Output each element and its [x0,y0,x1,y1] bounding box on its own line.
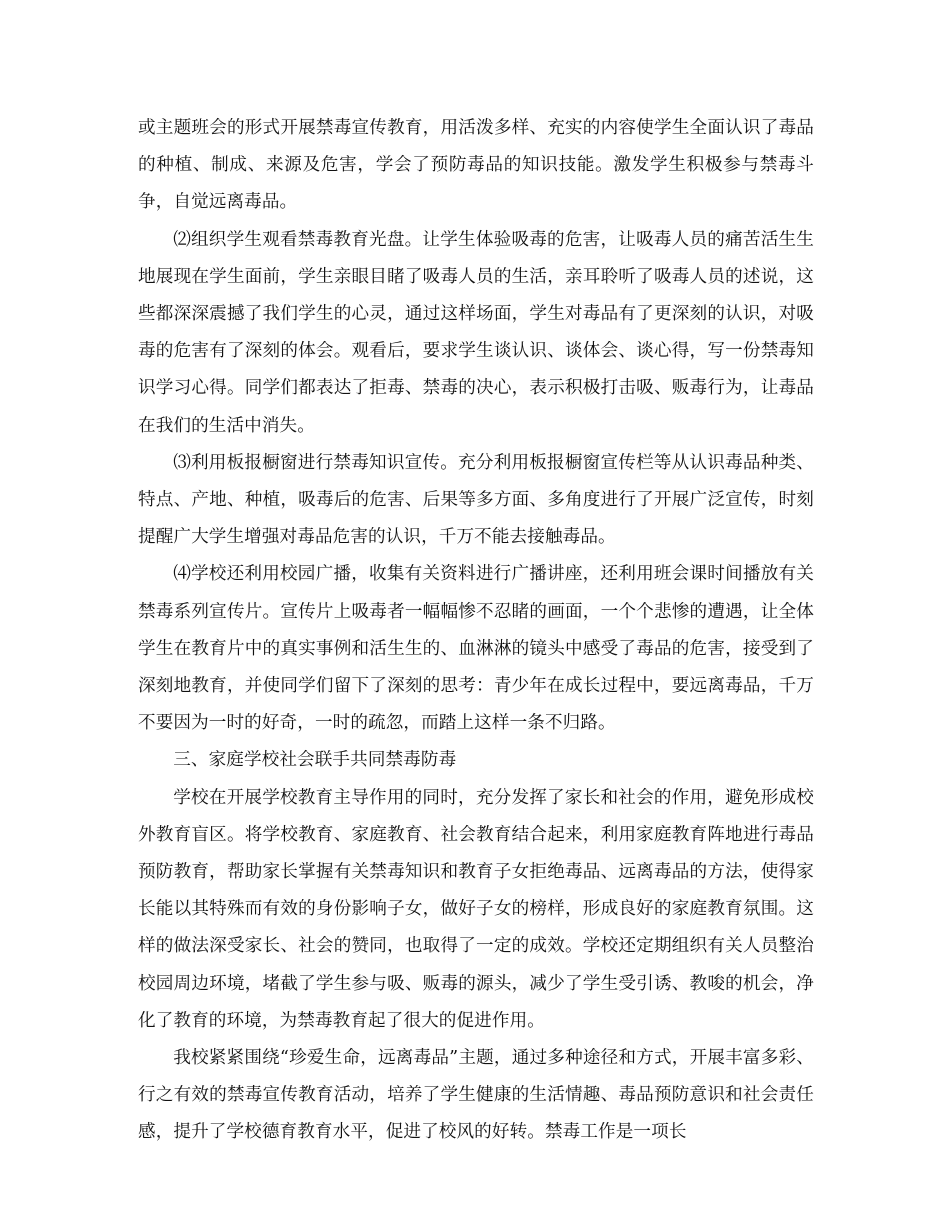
paragraph-1: 或主题班会的形式开展禁毒宣传教育，用活泼多样、充实的内容使学生全面认识了毒品的种植、制成、来源及危害，学会了预防毒品的知识技能。激发学生积极参与禁毒斗争，自觉远离毒品。 [138,118,814,213]
section-heading: 三、家庭学校社会联手共同禁毒防毒 [173,750,457,771]
paragraph-2: ⑵组织学生观看禁毒教育光盘。让学生体验吸毒的危害，让吸毒人员的痛苦活生生地展现在学生面前，学生亲眼目睹了吸毒人员的生活，亲耳聆听了吸毒人员的述说，这些都深深震撼了我们学生的心灵，通过这样场面，学生对毒品有了更深刻的认识，对吸毒的危害有了深刻的体会。观看后，要求学生谈认识、谈体会、谈心得，写一份禁毒知识学习心得。同学们都表达了拒毒、禁毒的决心，表示积极打击吸、贩毒行为，让毒品在我们的生活中消失。 [138,229,814,436]
paragraph-4: ⑷学校还利用校园广播，收集有关资料进行广播讲座，还利用班会课时间播放有关禁毒系列宣传片。宣传片上吸毒者一幅幅惨不忍睹的画面，一个个悲惨的遭遇，让全体学生在教育片中的真实事例和活生生的、血淋淋的镜头中感受了毒品的危害，接受到了深刻地教育，并使同学们留下了深刻的思考：青少年在成长过程中，要远离毒品，千万不要因为一时的好奇，一时的疏忽，而踏上这样一条不归路。 [138,564,814,734]
paragraph-5: 学校在开展学校教育主导作用的同时，充分发挥了家长和社会的作用，避免形成校外教育盲区。将学校教育、家庭教育、社会教育结合起来，利用家庭教育阵地进行毒品预防教育，帮助家长掌握有关禁毒知识和教育子女拒绝毒品、远离毒品的方法，使得家长能以其特殊而有效的身份影响子女，做好子女的榜样，形成良好的家庭教育氛围。这样的做法深受家长、社会的赞同，也取得了一定的成效。学校还定期组织有关人员整治校园周边环境，堵截了学生参与吸、贩毒的源头，减少了学生受引诱、教唆的机会，净化了教育的环境，为禁毒教育起了很大的促进作用。 [138,787,814,1031]
document-body [138,110,814,1152]
paragraph-6: 我校紧紧围绕“珍爱生命，远离毒品”主题，通过多种途径和方式，开展丰富多彩、行之有效的禁毒宣传教育活动，培养了学生健康的生活情趣、毒品预防意识和社会责任感，提升了学校德育教育水平，促进了校风的好转。禁毒工作是一项长 [138,1048,814,1143]
paragraph-3: ⑶利用板报橱窗进行禁毒知识宣传。充分利用板报橱窗宣传栏等从认识毒品种类、特点、产地、种植，吸毒后的危害、后果等多方面、多角度进行了开展广泛宣传，时刻提醒广大学生增强对毒品危害的认识，千万不能去接触毒品。 [138,452,814,548]
